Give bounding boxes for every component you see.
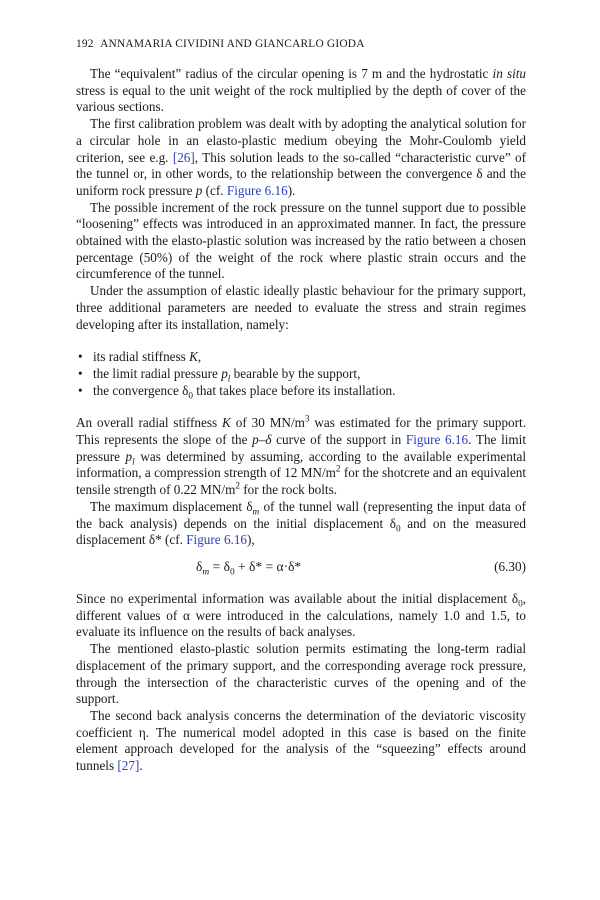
paragraph-initial-displacement: [76, 591, 526, 641]
paragraph-maximum-displacement: [76, 499, 526, 549]
subscript: 0: [229, 567, 235, 578]
superscript: 2: [335, 464, 341, 475]
text-run: and on the measured displacement δ* (cf.: [76, 515, 526, 548]
text-run: was estimated for the primary support. This represents the slope of the: [76, 415, 527, 448]
page-number: 192: [76, 38, 94, 50]
text-run: its radial stiffness: [93, 349, 190, 365]
running-title: ANNAMARIA CIVIDINI AND GIANCARLO GIODA: [100, 38, 365, 50]
text-run: the limit radial pressure: [93, 365, 222, 381]
paragraph-loosening: The possible increment of the rock pressure on the tunnel support due to possible “loosening” effects was introduced in an approximated manner. In fact, the pressure obtained with the elasto-plastic solution was increased by the ratio between a chosen percentage (50%) of the weight of the rock where plastic strain occurs and the circumference of the tunnel.: [76, 199, 526, 282]
text-run: for the shotcrete and an equivalent tensile strength of 0.22 MN/m: [76, 465, 526, 498]
equation-number: (6.30): [494, 558, 526, 574]
var-p-delta: p–δ: [252, 432, 272, 448]
text-run: the convergence δ: [93, 382, 189, 398]
equation-6-30: [76, 559, 526, 577]
text-run: + δ* = α·δ*: [234, 558, 302, 574]
list-item: [76, 349, 526, 366]
text-run: of the tunnel wall (representing the input data of the back analysis) depends on the initial displacement δ: [76, 498, 526, 531]
text-run: was determined by assuming, according to the available experimental information, a compression strength of 12 MN/m: [76, 448, 526, 481]
paragraph-long-term: The mentioned elasto-plastic solution permits estimating the long-term radial displacement of the primary support, and the corresponding average rock pressure, through the intersection of the characteristic curves of the opening and of the support.: [76, 641, 526, 707]
symbol-delta: δ: [196, 558, 203, 574]
text-run: ).: [287, 182, 296, 198]
text-run: = δ: [209, 558, 230, 574]
text-run: An overall radial stiffness: [76, 415, 223, 431]
citation-link-26[interactable]: [26]: [172, 149, 195, 165]
list-item: [76, 383, 526, 400]
list-item: [76, 366, 526, 383]
text-run: stress is equal to the unit weight of the rock multiplied by the depth of cover of the various sections.: [76, 82, 526, 115]
text-run: The maximum displacement δ: [90, 498, 253, 514]
text-run: , This solution leads to the so-called “characteristic curve” of the tunnel or, in other words, to the relationship between the convergence δ and the uniform rock pressure: [76, 149, 526, 198]
subscript: 0: [518, 598, 523, 609]
subscript: m: [252, 506, 260, 517]
figure-link-6-16[interactable]: Figure 6.16: [186, 532, 248, 548]
text-run: of 30 MN/m: [230, 415, 305, 431]
citation-link-27[interactable]: [27]: [117, 758, 140, 774]
text-run: , different values of α were introduced in the calculations, namely 1.0 and 1.5, to evaluate its influence on the results of back analyses.: [76, 590, 526, 640]
text-run: ,: [197, 349, 202, 365]
parameter-list: [76, 349, 526, 399]
var-K: K: [222, 415, 231, 431]
figure-link-6-16[interactable]: Figure 6.16: [405, 432, 469, 448]
var-p: p: [125, 448, 133, 464]
paragraph-radial-stiffness: [76, 415, 526, 499]
text-run: Since no experimental information was available about the initial displacement δ: [76, 590, 519, 606]
figure-link-6-16[interactable]: Figure 6.16: [226, 182, 288, 198]
subscript: 0: [395, 523, 401, 534]
paragraph-assumption: Under the assumption of elastic ideally plastic behaviour for the primary support, three additional parameters are needed to evaluate the stress and strain regimes developing after its installation, namely:: [76, 283, 526, 332]
paragraph-second-back-analysis: [76, 708, 526, 775]
text-run: The second back analysis concerns the determination of the deviatoric viscosity coefficient η. The numerical model adopted in this case is based on the finite element approach developed for the analysis of the “squeezing” effects around tunnels: [76, 707, 526, 774]
equation-body: [196, 559, 301, 576]
text-run: that takes place before its installation.: [192, 382, 396, 398]
text-run: for the rock bolts.: [239, 482, 338, 498]
body-text: [76, 66, 526, 775]
text-run: bearable by the support,: [230, 365, 361, 381]
text-run: The first calibration problem was dealt with by adopting the analytical solution for a circular hole in an elasto-plastic medium obeying the Mohr-Coulomb yield criterion, see e.g.: [76, 116, 526, 165]
superscript: 2: [235, 480, 240, 491]
term-in-situ: in situ: [492, 66, 527, 81]
subscript: l: [132, 456, 135, 467]
text-run: (cf.: [202, 182, 227, 198]
superscript: 3: [304, 413, 310, 424]
running-header: [76, 38, 365, 50]
var-p: p: [221, 365, 228, 381]
text-run: The “equivalent” radius of the circular opening is 7 m and the hydrostatic: [90, 66, 493, 81]
subscript: m: [202, 567, 210, 578]
subscript: 0: [188, 390, 193, 401]
paragraph-equivalent-radius: [76, 66, 526, 116]
subscript: l: [227, 373, 231, 384]
paragraph-first-calibration: [76, 116, 526, 200]
var-p: p: [195, 182, 203, 198]
var-K: K: [189, 349, 198, 365]
text-run: ),: [247, 532, 255, 548]
text-run: .: [139, 758, 143, 774]
text-run: . The limit pressure: [76, 432, 527, 464]
text-run: curve of the support in: [271, 432, 406, 448]
